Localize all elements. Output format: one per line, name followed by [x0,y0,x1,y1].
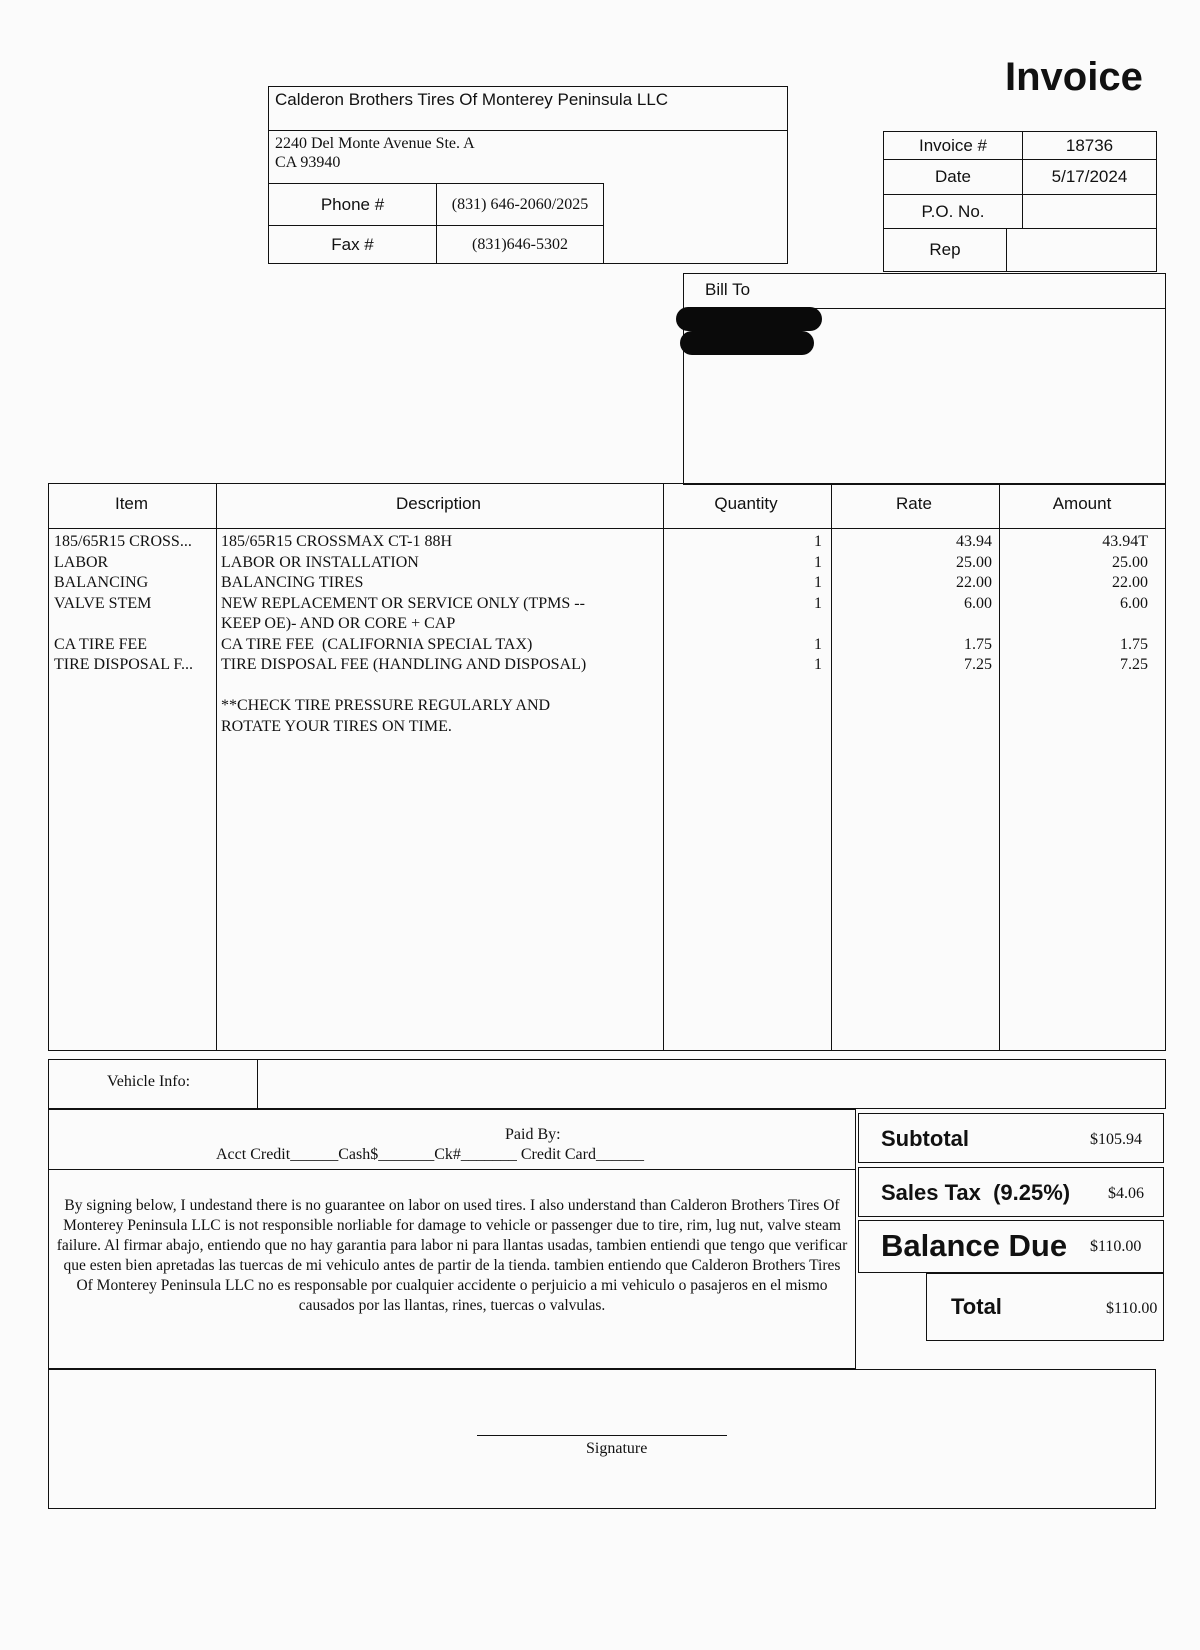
bill-to-label: Bill To [705,280,751,299]
signature-line [477,1435,727,1436]
date-label: Date [883,159,1023,195]
redaction-bar [676,307,822,331]
invoice-title: Invoice [1005,55,1143,99]
phone-value: (831) 646-2060/2025 [436,183,604,226]
vehicle-info-label: Vehicle Info: [107,1073,191,1090]
company-address-line2: CA 93940 [275,154,341,171]
invoice-number-value: 18736 [1022,131,1157,160]
date-value: 5/17/2024 [1022,159,1157,195]
rep-value [1006,228,1157,272]
header-rate: Rate [896,494,932,513]
header-item: Item [114,494,149,513]
sales-tax-value: $4.06 [1108,1185,1144,1202]
company-name: Calderon Brothers Tires Of Monterey Peninsula LLC [275,90,669,109]
vehicle-info-divider [257,1059,258,1109]
fax-value: (831)646-5302 [436,225,604,264]
bill-to-header [683,273,1166,309]
vehicle-info-box [48,1059,1166,1109]
amount-column: 43.94T 25.00 22.00 6.00 1.75 7.25 [1102,533,1148,673]
subtotal-value: $105.94 [1090,1131,1142,1148]
total-value: $110.00 [1106,1300,1158,1317]
column-divider [216,484,217,1050]
balance-due-value: $110.00 [1090,1238,1142,1255]
redaction-bar [680,331,814,355]
subtotal-label: Subtotal [881,1126,969,1151]
paid-by-label: Paid By: [505,1126,561,1143]
po-number-label: P.O. No. [883,194,1023,229]
company-divider [268,130,788,131]
header-quantity: Quantity [714,494,778,513]
balance-due-label: Balance Due [881,1228,1068,1263]
fax-label: Fax # [268,225,437,264]
terms-text: By signing below, I undestand there is no guarantee on labor on used tires. I also understand than Calderon Brothers Tires Of Monterey Peninsula LLC is not responsible norliable for damage to vehicle or passenger due to tire, rim, lug nut, valve steam failure. Al firmar abajo, entiendo que no hay garantia para labor ni para llantas usadas, tambien entiendi que tengo que verificar que esten bien apretadas las tuercas de mi vehiculo antes de partir de la tienda. tambien entiendo que Calderon Brothers Tires Of Monterey Peninsula LLC no es responsable por cualquier accidente o perjuicio a mi vehiculo o pasajeros en el mismo causados por las llantas, rines, tuercas o valvulas. [56,1197,848,1314]
payment-divider [48,1169,856,1170]
phone-label: Phone # [268,183,437,226]
description-column: 185/65R15 CROSSMAX CT-1 88H LABOR OR INSTALLATION BALANCING TIRES NEW REPLACEMENT OR SERVICE ONLY (TPMS -- KEEP OE)- AND OR CORE + CAP CA TIRE FEE (CALIFORNIA SPECIAL TAX) TIRE DISPOSAL FEE (HANDLING AND DISPOSAL) **CHECK TIRE PRESSURE REGULARLY AND ROTATE YOUR TIRES ON TIME. [221,533,587,735]
quantity-column: 1 1 1 1 1 1 [814,533,822,673]
total-label: Total [951,1294,1002,1319]
sales-tax-label: Sales Tax (9.25%) [881,1180,1071,1205]
rate-column: 43.94 25.00 22.00 6.00 1.75 7.25 [956,533,992,673]
rep-label: Rep [883,228,1007,272]
invoice-number-label: Invoice # [883,131,1023,160]
item-column: 185/65R15 CROSS... LABOR BALANCING VALVE STEM CA TIRE FEE TIRE DISPOSAL F... [54,533,194,673]
payment-methods-line: Acct Credit______Cash$_______Ck#_______ Credit Card______ [216,1146,644,1163]
header-divider [49,528,1165,529]
po-number-value [1022,194,1157,229]
company-address-line1: 2240 Del Monte Avenue Ste. A [275,135,475,152]
signature-box [48,1369,1156,1509]
header-amount: Amount [1052,494,1112,513]
header-description: Description [395,494,482,513]
signature-label: Signature [586,1440,648,1457]
